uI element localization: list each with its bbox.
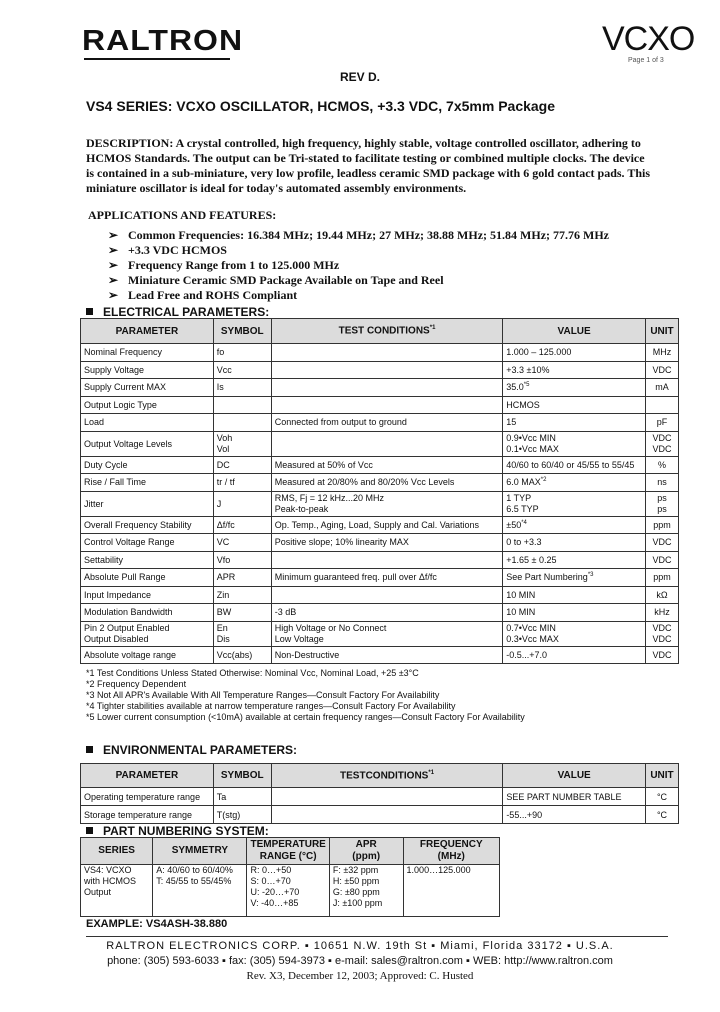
product-name: VCXO: [602, 20, 695, 58]
feature-text: +3.3 VDC HCMOS: [128, 243, 227, 257]
value-cell: [503, 431, 646, 456]
param-cell: Jitter: [81, 491, 214, 516]
cell-lines: [506, 433, 642, 455]
test-cell: Minimum guaranteed freq. pull over Δf/fc: [271, 569, 503, 587]
env-header-symbol: SYMBOL: [213, 764, 271, 788]
pn-temp-cell: [247, 865, 329, 917]
pn-header-line: (ppm): [352, 851, 381, 862]
cell-lines: [649, 493, 675, 515]
table-row: [81, 456, 679, 474]
value-text: See Part Numbering: [506, 572, 588, 583]
feature-text: Frequency Range from 1 to 125.000 MHz: [128, 258, 340, 272]
cell-lines: [156, 865, 243, 887]
electrical-heading: [86, 305, 269, 319]
footnote-ref: *4: [521, 519, 527, 526]
unit-cell: [645, 491, 678, 516]
logo-underline: [84, 58, 230, 60]
revision: REV D.: [339, 70, 380, 84]
pn-header: [153, 838, 247, 865]
unit-cell: ns: [645, 474, 678, 492]
cell-lines: [275, 623, 500, 645]
col-header-test-conditions: [271, 319, 503, 344]
cell-lines: [84, 865, 149, 898]
value-cell: 15: [503, 414, 646, 432]
symbol-cell: Vcc: [213, 361, 271, 379]
pn-header-line: (MHz): [437, 851, 465, 862]
table-row: [81, 806, 679, 824]
env-header-test-conditions-text: TESTCONDITIONS: [340, 770, 429, 782]
param-cell: Absolute voltage range: [81, 646, 214, 664]
electrical-heading-text: ELECTRICAL PARAMETERS:: [103, 305, 270, 319]
cell-line: 0.7•Vcc MIN: [506, 622, 556, 633]
value-text: 6.0 MAX: [506, 477, 541, 488]
env-header-parameter: PARAMETER: [81, 764, 214, 788]
param-cell: Absolute Pull Range: [81, 569, 214, 587]
cell-lines: [506, 623, 642, 645]
cell-line: F: ±32 ppm: [332, 865, 379, 875]
unit-cell: [645, 621, 678, 646]
unit-cell: ppm: [645, 569, 678, 587]
cell-line: T: 45/55 to 55/45%: [156, 876, 232, 886]
cell-lines: [217, 433, 268, 455]
feature-item: [108, 288, 297, 303]
cell-line: U: -20…+70: [250, 887, 300, 897]
cell-lines: [250, 865, 325, 909]
cell-line: Output: [84, 887, 112, 897]
cell-line: Voh: [216, 432, 233, 443]
table-row: [81, 586, 679, 604]
footnote: *3 Not All APR's Available With All Temperature Ranges—Consult Factory For Availability: [86, 690, 440, 700]
table-row: [81, 621, 679, 646]
table-row: [81, 604, 679, 622]
cell-line: VDC: [652, 633, 672, 644]
cell-line: G: ±80 ppm: [332, 887, 380, 897]
symbol-cell: [213, 414, 271, 432]
cell-line: VS4: VCXO: [84, 865, 132, 875]
symbol-cell: fo: [213, 344, 271, 362]
col-header-unit: UNIT: [645, 319, 678, 344]
unit-cell: %: [645, 456, 678, 474]
unit-cell: VDC: [645, 361, 678, 379]
footnotes: [86, 668, 525, 723]
cell-lines: [649, 623, 675, 645]
part-numbering-table: [80, 837, 500, 917]
value-cell: 10 MIN: [503, 604, 646, 622]
table-row: [81, 516, 679, 534]
symbol-cell: Is: [213, 379, 271, 397]
symbol-cell: Zin: [213, 586, 271, 604]
table-row: [81, 379, 679, 397]
test-cell: Positive slope; 10% linearity MAX: [271, 534, 503, 552]
value-cell: [503, 474, 646, 492]
param-cell: Rise / Fall Time: [81, 474, 214, 492]
feature-text: Lead Free and ROHS Compliant: [128, 288, 298, 302]
value-cell: 0 to +3.3: [503, 534, 646, 552]
unit-cell: pF: [645, 414, 678, 432]
table-row: [81, 344, 679, 362]
param-cell: Duty Cycle: [81, 456, 214, 474]
cell-line: ps: [657, 492, 667, 503]
footnote: *2 Frequency Dependent: [86, 679, 187, 689]
arrow-bullet-icon: ➢: [108, 243, 119, 257]
cell-line: Low Voltage: [274, 633, 324, 644]
pn-freq-cell: 1.000…125.000: [403, 865, 499, 917]
value-cell: [503, 379, 646, 397]
footnote: *4 Tighter stabilities available at narrow temperature ranges—Consult Factory For Availability: [86, 701, 456, 711]
value-cell: -0.5...+7.0: [503, 646, 646, 664]
unit-cell: kΩ: [645, 586, 678, 604]
cell-line: VDC: [652, 432, 672, 443]
col-header-value: VALUE: [503, 319, 646, 344]
arrow-bullet-icon: ➢: [108, 228, 119, 242]
footer-address: RALTRON ELECTRONICS CORP. ▪ 10651 N.W. 19th St ▪ Miami, Florida 33172 ▪ U.S.A.: [106, 940, 614, 952]
applications-heading: APPLICATIONS AND FEATURES:: [88, 208, 277, 222]
unit-cell: mA: [645, 379, 678, 397]
test-cell: Connected from output to ground: [271, 414, 503, 432]
test-cell: -3 dB: [271, 604, 503, 622]
pn-series-cell: [81, 865, 153, 917]
pn-header-line: APR: [355, 839, 377, 850]
pn-symmetry-cell: [153, 865, 247, 917]
footnote: *5 Lower current consumption (<10mA) available at certain frequency ranges—Consult Factory For Availability: [86, 712, 525, 722]
symbol-cell: Ta: [213, 788, 271, 806]
symbol-cell: Vfo: [213, 551, 271, 569]
cell-line: Peak-to-peak: [274, 503, 329, 514]
cell-lines: [275, 493, 500, 515]
cell-lines: [649, 433, 675, 455]
feature-text: Miniature Ceramic SMD Package Available on Tape and Reel: [128, 273, 444, 287]
example-part-number: EXAMPLE: VS4ASH-38.880: [86, 918, 228, 930]
pn-header: [81, 838, 153, 865]
symbol-cell: [213, 431, 271, 456]
symbol-cell: tr / tf: [213, 474, 271, 492]
feature-item: [108, 228, 609, 243]
cell-line: H: ±50 ppm: [332, 876, 380, 886]
environmental-heading: [86, 743, 297, 757]
symbol-cell: [213, 396, 271, 414]
param-cell: Control Voltage Range: [81, 534, 214, 552]
value-cell: [503, 516, 646, 534]
value-cell: HCMOS: [503, 396, 646, 414]
cell-line: 0.1•Vcc MAX: [506, 443, 559, 454]
pn-header-line: TEMPERATURE: [250, 839, 326, 850]
cell-line: 1 TYP: [506, 492, 532, 503]
value-text: ±50: [506, 519, 522, 530]
unit-cell: [645, 396, 678, 414]
company-logo: RALTRON: [82, 23, 244, 57]
param-cell: Load: [81, 414, 214, 432]
square-bullet-icon: [86, 308, 93, 315]
col-header-symbol: SYMBOL: [213, 319, 271, 344]
symbol-cell: J: [213, 491, 271, 516]
part-numbering-heading-text: PART NUMBERING SYSTEM:: [103, 824, 269, 838]
feature-item: [108, 273, 444, 288]
value-cell: 10 MIN: [503, 586, 646, 604]
col-header-test-conditions-text: TEST CONDITIONS: [338, 325, 430, 337]
document-title: VS4 SERIES: VCXO OSCILLATOR, HCMOS, +3.3 VDC, 7x5mm Package: [86, 98, 556, 114]
table-row: [81, 534, 679, 552]
pn-header: [329, 838, 403, 865]
value-cell: 40/60 to 60/40 or 45/55 to 55/45: [503, 456, 646, 474]
footer-divider: [86, 936, 668, 937]
feature-item: [108, 258, 339, 273]
symbol-cell: APR: [213, 569, 271, 587]
cell-line: High Voltage or No Connect: [274, 622, 387, 633]
pn-header-line: RANGE (°C): [259, 851, 317, 862]
param-cell: [81, 621, 214, 646]
env-header-value: VALUE: [503, 764, 646, 788]
value-cell: 1.000 – 125.000: [503, 344, 646, 362]
test-cell: [271, 344, 503, 362]
table-row: [81, 646, 679, 664]
cell-line: VDC: [652, 443, 672, 454]
param-cell: Output Voltage Levels: [81, 431, 214, 456]
environmental-heading-text: ENVIRONMENTAL PARAMETERS:: [103, 743, 298, 757]
pn-header-line: SYMMETRY: [171, 845, 229, 856]
test-cell: [271, 621, 503, 646]
cell-line: Pin 2 Output Enabled: [84, 622, 170, 633]
cell-line: R: 0…+50: [250, 865, 292, 875]
unit-cell: VDC: [645, 551, 678, 569]
test-cell: [271, 551, 503, 569]
footnote-ref: *1: [428, 769, 435, 776]
value-cell: +1.65 ± 0.25: [503, 551, 646, 569]
test-cell: [271, 806, 503, 824]
param-cell: Supply Current MAX: [81, 379, 214, 397]
cell-line: ps: [657, 503, 667, 514]
value-cell: [503, 569, 646, 587]
symbol-cell: DC: [213, 456, 271, 474]
symbol-cell: [213, 621, 271, 646]
table-row: [81, 491, 679, 516]
test-cell: [271, 788, 503, 806]
symbol-cell: Vcc(abs): [213, 646, 271, 664]
cell-line: V: -40…+85: [250, 898, 299, 908]
arrow-bullet-icon: ➢: [108, 288, 119, 302]
unit-cell: ppm: [645, 516, 678, 534]
environmental-parameters-table: [80, 763, 679, 824]
test-cell: [271, 586, 503, 604]
test-cell: [271, 379, 503, 397]
footnote-ref: *1: [429, 325, 436, 332]
value-cell: [503, 491, 646, 516]
unit-cell: VDC: [645, 646, 678, 664]
cell-line: A: 40/60 to 60/40%: [156, 865, 233, 875]
cell-line: RMS, Fj = 12 kHz...20 MHz: [274, 492, 385, 503]
footnote-ref: *2: [540, 477, 547, 484]
param-cell: Storage temperature range: [81, 806, 214, 824]
value-cell: SEE PART NUMBER TABLE: [503, 788, 646, 806]
table-row: [81, 396, 679, 414]
col-header-parameter: PARAMETER: [81, 319, 214, 344]
test-cell: Non-Destructive: [271, 646, 503, 664]
test-cell: [271, 491, 503, 516]
square-bullet-icon: [86, 827, 93, 834]
param-cell: Input Impedance: [81, 586, 214, 604]
symbol-cell: VC: [213, 534, 271, 552]
footnote: *1 Test Conditions Unless Stated Otherwise: Nominal Vcc, Nominal Load, +25 ±3°C: [86, 668, 419, 678]
square-bullet-icon: [86, 746, 93, 753]
cell-line: Vol: [216, 443, 230, 454]
description: DESCRIPTION: A crystal controlled, high frequency, highly stable, voltage controlled oscillator, adhering to HCMOS Standards. The output can be Tri-stated to facilitate testing or combined multiple clocks. The device is contained in a sub-miniature, very low profile, leadless ceramic SMD package with 6 gold contact pads. This miniature oscillator is ideal for today's automated assembly environments.: [86, 136, 651, 195]
unit-cell: °C: [645, 806, 678, 824]
test-cell: Op. Temp., Aging, Load, Supply and Cal. Variations: [271, 516, 503, 534]
electrical-parameters-table: [80, 318, 679, 664]
cell-line: En: [216, 622, 228, 633]
value-cell: [503, 621, 646, 646]
cell-line: 6.5 TYP: [506, 503, 539, 514]
cell-lines: [84, 623, 210, 645]
test-cell: Measured at 50% of Vcc: [271, 456, 503, 474]
value-cell: +3.3 ±10%: [503, 361, 646, 379]
cell-lines: [217, 623, 268, 645]
unit-cell: VDC: [645, 534, 678, 552]
test-cell: [271, 361, 503, 379]
table-row: [81, 431, 679, 456]
unit-cell: kHz: [645, 604, 678, 622]
pn-header: [247, 838, 329, 865]
test-cell: [271, 396, 503, 414]
symbol-cell: BW: [213, 604, 271, 622]
param-cell: Modulation Bandwidth: [81, 604, 214, 622]
unit-cell: MHz: [645, 344, 678, 362]
param-cell: Operating temperature range: [81, 788, 214, 806]
param-cell: Overall Frequency Stability: [81, 516, 214, 534]
feature-text: Common Frequencies: 16.384 MHz; 19.44 MHz; 27 MHz; 38.88 MHz; 51.84 MHz; 77.76 MHz: [128, 228, 609, 242]
test-cell: Measured at 20/80% and 80/20% Vcc Levels: [271, 474, 503, 492]
arrow-bullet-icon: ➢: [108, 273, 119, 287]
table-row: [81, 551, 679, 569]
table-row: [81, 361, 679, 379]
cell-line: with HCMOS: [84, 876, 137, 886]
table-row: [81, 788, 679, 806]
cell-lines: [506, 493, 642, 515]
symbol-cell: T(stg): [213, 806, 271, 824]
value-text: 35.0: [506, 382, 524, 393]
footer-contact: phone: (305) 593-6033 ▪ fax: (305) 594-3973 ▪ e-mail: sales@raltron.com ▪ WEB: http://www.raltron.com: [107, 955, 613, 967]
test-cell: [271, 431, 503, 456]
cell-lines: [333, 865, 400, 909]
pn-header-line: SERIES: [98, 845, 135, 856]
pn-apr-cell: [329, 865, 403, 917]
symbol-cell: Δf/fc: [213, 516, 271, 534]
env-header-test-conditions: [271, 764, 503, 788]
cell-line: Dis: [216, 633, 230, 644]
footnote-ref: *3: [587, 572, 594, 579]
param-cell: Supply Voltage: [81, 361, 214, 379]
param-cell: Output Logic Type: [81, 396, 214, 414]
pn-header-line: FREQUENCY: [419, 839, 483, 850]
footer-revision: Rev. X3, December 12, 2003; Approved: C. Husted: [246, 970, 474, 982]
pn-header: [403, 838, 499, 865]
table-row: [81, 569, 679, 587]
cell-line: Output Disabled: [84, 633, 149, 644]
param-cell: Nominal Frequency: [81, 344, 214, 362]
cell-line: S: 0…+70: [250, 876, 291, 886]
footnote-ref: *5: [523, 382, 530, 389]
value-cell: -55...+90: [503, 806, 646, 824]
unit-cell: [645, 431, 678, 456]
cell-line: 0.9•Vcc MIN: [506, 432, 556, 443]
cell-line: VDC: [652, 622, 672, 633]
feature-item: [108, 243, 227, 258]
page-indicator: Page 1 of 3: [628, 57, 664, 64]
env-header-unit: UNIT: [645, 764, 678, 788]
part-numbering-heading: [86, 824, 269, 838]
table-row: [81, 414, 679, 432]
cell-line: J: ±100 ppm: [332, 898, 383, 908]
table-row: [81, 474, 679, 492]
cell-line: 0.3•Vcc MAX: [506, 633, 559, 644]
unit-cell: °C: [645, 788, 678, 806]
param-cell: Settability: [81, 551, 214, 569]
arrow-bullet-icon: ➢: [108, 258, 119, 272]
